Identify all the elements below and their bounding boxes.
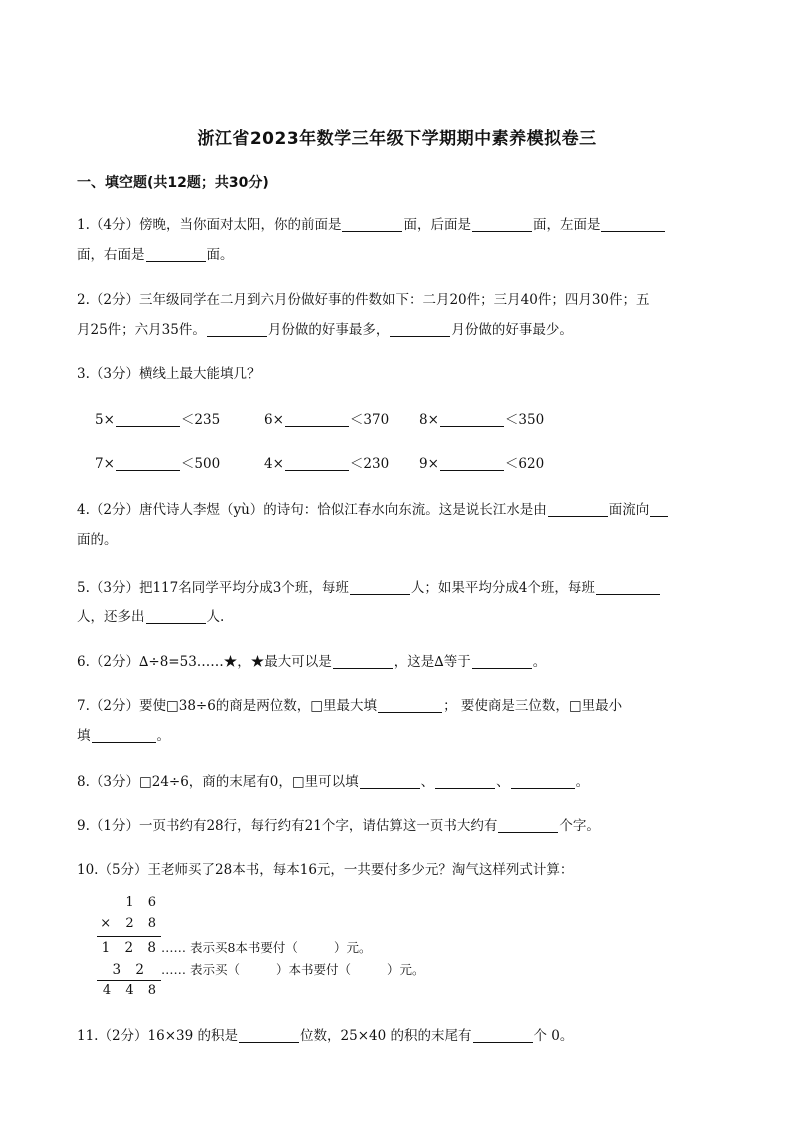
q6-text-c: 。 <box>532 654 547 670</box>
ineq-prefix: 5× <box>95 412 115 428</box>
q2-text-b: 月25件；六月35件。 <box>77 322 206 338</box>
answer-blank[interactable] <box>342 216 402 232</box>
multiplication-row: × 2 8 <box>100 916 161 931</box>
ineq-suffix: ＜230 <box>349 456 390 472</box>
q2-text-d: 月份做的好事最少。 <box>451 322 573 338</box>
inequality-item <box>264 452 389 472</box>
answer-blank[interactable] <box>92 727 156 743</box>
q5-text-a: 5.（3分）把117名同学平均分成3个班，每班 <box>77 580 349 596</box>
inequality-item <box>419 408 544 428</box>
question-7-line-2 <box>77 724 170 744</box>
question-6-line <box>77 650 546 670</box>
ineq-prefix: 9× <box>419 456 439 472</box>
answer-blank[interactable] <box>498 817 558 833</box>
answer-blank[interactable] <box>601 216 665 232</box>
question-5-line-1 <box>77 576 661 596</box>
q11-text-b: 位数，25×40 的积的末尾有 <box>300 1028 472 1044</box>
answer-blank[interactable] <box>116 411 180 427</box>
q5-text-d: 人. <box>206 609 225 625</box>
partial-product: 3 2 <box>112 962 149 978</box>
question-1-line-2 <box>77 243 234 263</box>
note-text: …… 表示买8本书要付（ <box>161 940 298 955</box>
q7-text-d: 。 <box>156 728 170 744</box>
inequality-item <box>419 452 544 472</box>
question-3-text: 3.（3分）横线上最大能填几？ <box>77 366 261 382</box>
multiplication-row-with-note <box>97 938 397 956</box>
ineq-prefix: 6× <box>264 412 284 428</box>
q7-text-b: ； 要使商是三位数，□里最小 <box>443 698 623 714</box>
answer-blank[interactable] <box>207 321 267 337</box>
answer-blank[interactable] <box>511 773 575 789</box>
note-text: …… 表示买（ <box>161 962 240 977</box>
q8-separator: 、 <box>496 774 510 790</box>
inequality-item <box>95 452 220 472</box>
answer-blank[interactable] <box>472 653 532 669</box>
question-2-line-1: 2.（2分）三年级同学在二月到六月份做好事的件数如下：二月20件；三月40件；四月30件；五 <box>77 292 650 308</box>
q6-text-b: ，这是∆等于 <box>393 654 471 670</box>
question-5-line-2 <box>77 605 224 625</box>
answer-blank[interactable] <box>285 455 349 471</box>
question-4-line-2: 面的。 <box>77 532 118 548</box>
answer-blank[interactable] <box>360 773 420 789</box>
ineq-suffix: ＜370 <box>349 412 390 428</box>
answer-blank[interactable] <box>350 579 410 595</box>
multiplication-rule <box>97 980 161 981</box>
q5-text-b: 人；如果平均分成4个班，每班 <box>410 580 595 596</box>
answer-blank[interactable] <box>548 501 608 517</box>
inequality-item <box>264 408 389 428</box>
partial-product: 1 2 8 <box>101 940 161 956</box>
answer-blank[interactable] <box>285 411 349 427</box>
inequality-item <box>95 408 220 428</box>
q6-text-a: 6.（2分）∆÷8=53……★，★最大可以是 <box>77 654 332 670</box>
ineq-prefix: 7× <box>95 456 115 472</box>
q1-text-d: 面，右面是 <box>77 247 145 263</box>
q5-text-c: 人，还多出 <box>77 609 145 625</box>
question-4-line-1 <box>77 498 669 518</box>
answer-blank[interactable] <box>440 411 504 427</box>
ineq-suffix: ＜350 <box>504 412 545 428</box>
q8-text-a: 8.（3分）□24÷6，商的末尾有0，□里可以填 <box>77 774 359 790</box>
ineq-prefix: 4× <box>264 456 284 472</box>
answer-blank[interactable] <box>146 246 206 262</box>
q4-text-a: 4.（2分）唐代诗人李煜（yù）的诗句：恰似江春水向东流。这是说长江水是由 <box>77 502 547 518</box>
multiplication-result: 4 4 8 <box>102 983 161 998</box>
answer-blank[interactable] <box>596 579 660 595</box>
q1-text-c: 面，左面是 <box>532 217 601 233</box>
ineq-suffix: ＜235 <box>180 412 221 428</box>
ineq-prefix: 8× <box>419 412 439 428</box>
question-9-line <box>77 814 600 834</box>
question-10-text: 10.（5分）王老师买了28本书，每本16元，一共要付多少元？淘气这样列式计算： <box>77 862 574 878</box>
q4-text-b: 面流向 <box>608 502 650 518</box>
multiplication-rule <box>97 936 161 937</box>
question-8-line <box>77 770 589 790</box>
q7-text-a: 7.（2分）要使□38÷6的商是两位数，□里最大填 <box>77 698 378 714</box>
question-11-line <box>77 1024 573 1044</box>
answer-blank[interactable] <box>440 455 504 471</box>
answer-blank[interactable] <box>378 697 442 713</box>
q1-text-e: 面。 <box>206 247 234 263</box>
q7-text-c: 填 <box>77 728 91 744</box>
ineq-suffix: ＜500 <box>180 456 221 472</box>
note-text: ）元。 <box>333 940 372 955</box>
q2-text-c: 月份做的好事最多， <box>267 322 390 338</box>
answer-blank[interactable] <box>472 216 532 232</box>
answer-blank[interactable] <box>390 321 450 337</box>
q1-text-b: 面，后面是 <box>403 217 471 233</box>
note-text: ）本书要付（ <box>275 962 351 977</box>
answer-blank[interactable] <box>473 1027 533 1043</box>
multiplication-row-with-note <box>97 960 457 978</box>
question-2-line-2 <box>77 318 573 338</box>
q8-separator: 、 <box>420 774 435 790</box>
question-7-line-1 <box>77 694 622 714</box>
answer-blank[interactable] <box>650 501 668 517</box>
note-text: ）元。 <box>387 962 425 977</box>
q11-text-a: 11.（2分）16×39 的积是 <box>77 1028 239 1044</box>
q11-text-c: 个 0。 <box>533 1028 574 1044</box>
question-1-line-1 <box>77 213 666 233</box>
answer-blank[interactable] <box>116 455 180 471</box>
q9-text-b: 个字。 <box>559 818 600 834</box>
page-title: 浙江省2023年数学三年级下学期期中素养模拟卷三 <box>197 129 597 149</box>
answer-blank[interactable] <box>435 773 495 789</box>
q9-text-a: 9.（1分）一页书约有28行，每行约有21个字，请估算这一页书大约有 <box>77 818 498 834</box>
answer-blank[interactable] <box>333 653 393 669</box>
ineq-suffix: ＜620 <box>504 456 545 472</box>
multiplication-row: 1 6 <box>125 895 161 910</box>
q1-text-a: 1.（4分）傍晚，当你面对太阳，你的前面是 <box>77 217 342 233</box>
answer-blank[interactable] <box>146 608 206 624</box>
q8-end: 。 <box>575 774 590 790</box>
section-heading: 一、填空题(共12题；共30分) <box>77 175 269 191</box>
answer-blank[interactable] <box>239 1027 299 1043</box>
